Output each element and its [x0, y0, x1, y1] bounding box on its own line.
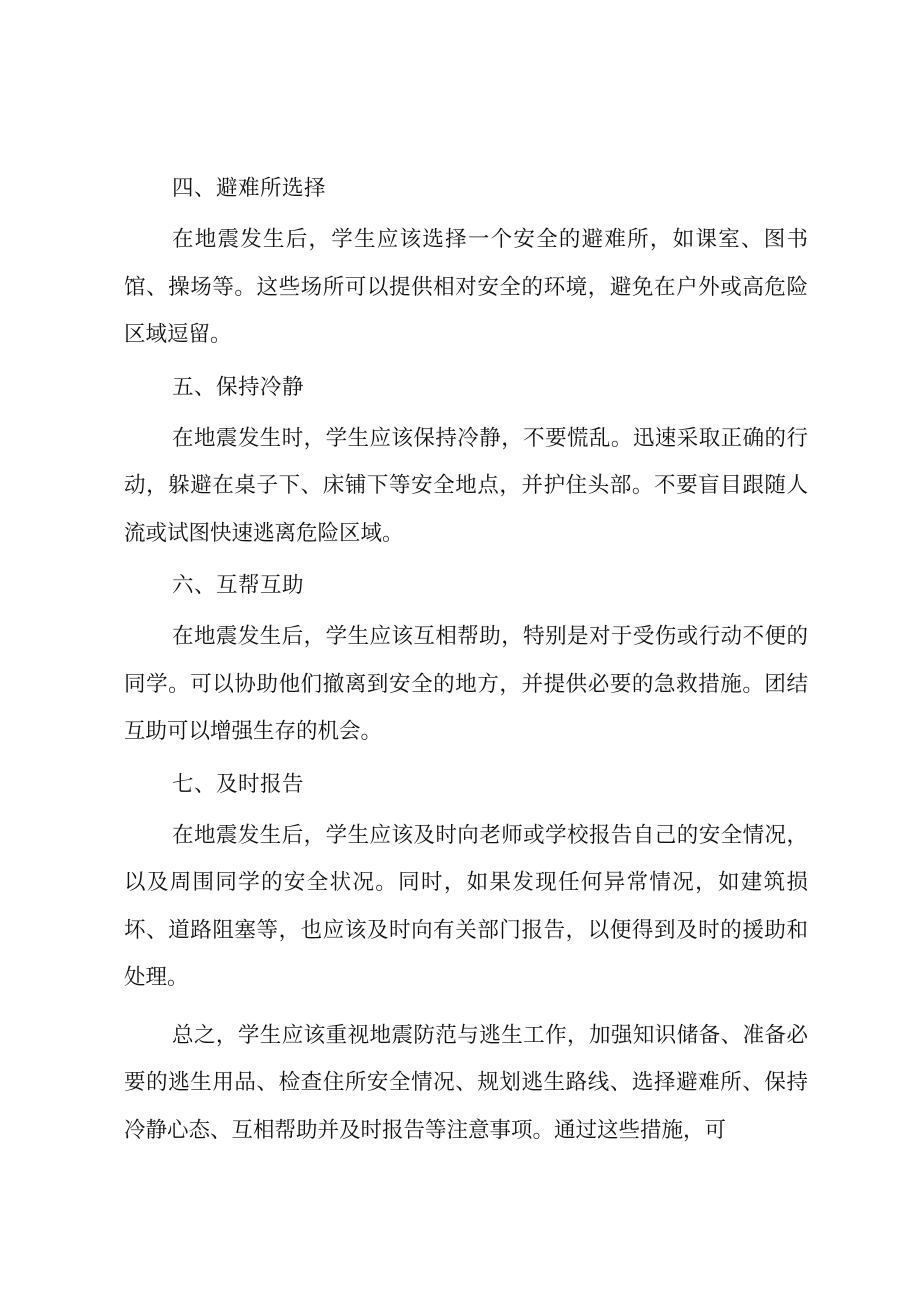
section-heading-stay-calm: 五、保持冷静: [172, 374, 305, 400]
document-body: [124, 170, 808, 1154]
section-heading-shelter: 四、避难所选择: [172, 176, 327, 201]
section-heading-mutual-help: 六、互帮互助: [172, 573, 305, 598]
section-body-mutual-help: 在地震发生后，学生应该互相帮助，特别是对于受伤或行动不便的同学。可以协助他们撤离到安全的地方，并提供必要的急救措施。团结互助可以增强生存的机会。: [124, 624, 808, 744]
section-body-stay-calm: 在地震发生时，学生应该保持冷静，不要慌乱。迅速采取正确的行动，躲避在桌子下、床铺下等安全地点，并护住头部。不要盲目跟随人流或试图快速逃离危险区域。: [124, 425, 808, 546]
summary-paragraph: 总之，学生应该重视地震防范与逃生工作，加强知识储备、准备必要的逃生用品、检查住所安全情况、规划逃生路线、选择避难所、保持冷静心态、互相帮助并及时报告等注意事项。通过这些措施，可: [124, 1022, 808, 1143]
section-heading-report: 七、及时报告: [172, 771, 305, 797]
section-body-report: 在地震发生后，学生应该及时向老师或学校报告自己的安全情况，以及周围同学的安全状况。同时，如果发现任何异常情况，如建筑损坏、道路阻塞等，也应该及时向有关部门报告，以便得到及时的援助和处理。: [124, 822, 808, 990]
section-body-shelter: 在地震发生后，学生应该选择一个安全的避难所，如课室、图书馆、操场等。这些场所可以提供相对安全的环境，避免在户外或高危险区域逗留。: [124, 227, 808, 347]
